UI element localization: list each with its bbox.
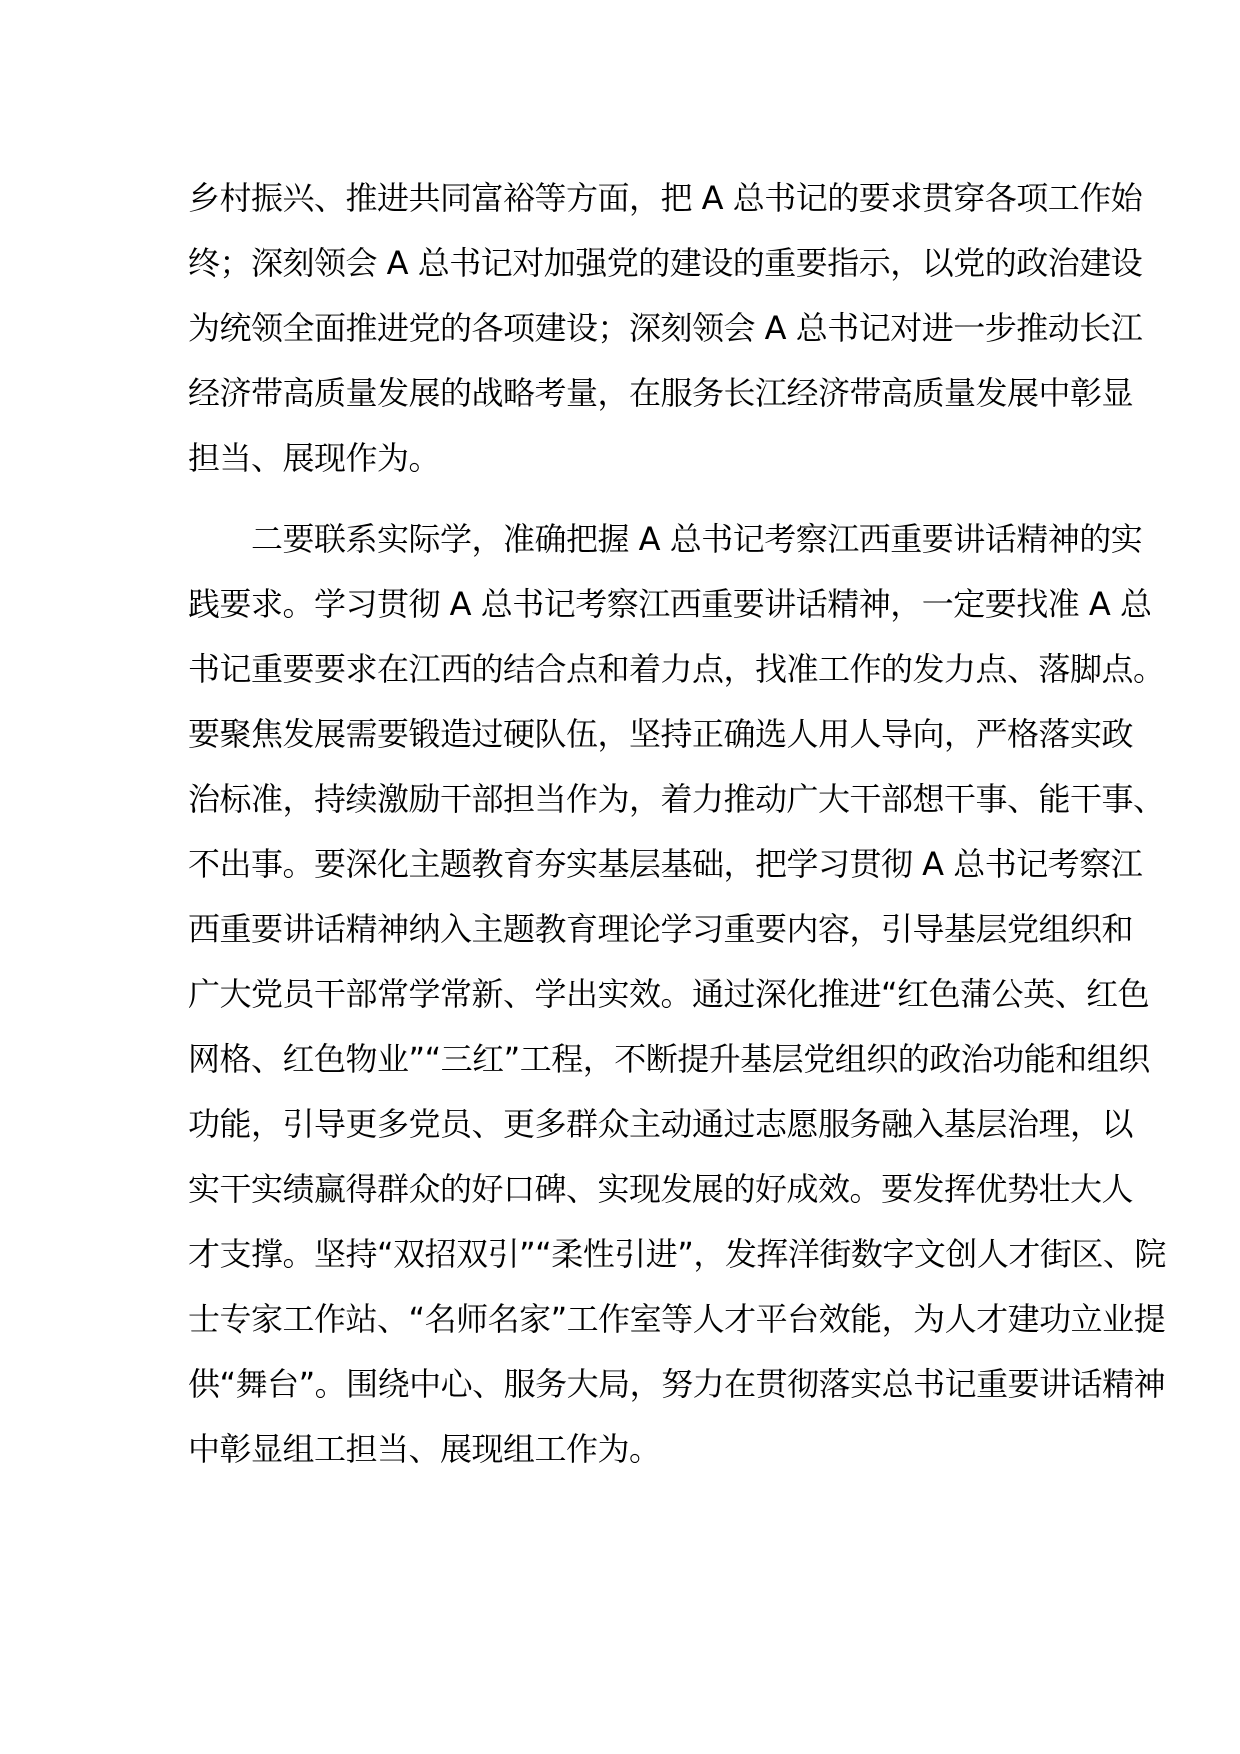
paragraph-line: 书记重要要求在江西的结合点和着力点，找准工作的发力点、落脚点。: [188, 650, 1165, 688]
paragraph-line: 践要求。学习贯彻 A 总书记考察江西重要讲话精神，一定要找准 A 总: [188, 585, 1152, 623]
paragraph-line: 才支撑。坚持“双招双引”“柔性引进”，发挥洋街数字文创人才街区、院: [188, 1235, 1166, 1273]
paragraph-line: 经济带高质量发展的战略考量，在服务长江经济带高质量发展中彰显: [188, 374, 1134, 412]
paragraph-line: 广大党员干部常学常新、学出实效。通过深化推进“红色蒲公英、红色: [188, 975, 1150, 1013]
paragraph-line: 不出事。要深化主题教育夯实基层基础，把学习贯彻 A 总书记考察江: [188, 845, 1143, 883]
paragraph-line: 担当、展现作为。: [188, 439, 441, 477]
paragraph-line: 供“舞台”。围绕中心、服务大局，努力在贯彻落实总书记重要讲话精神: [188, 1365, 1166, 1403]
paragraph-line: 士专家工作站、“名师名家”工作室等人才平台效能，为人才建功立业提: [188, 1300, 1166, 1338]
paragraph-line: 中彰显组工担当、展现组工作为。: [188, 1430, 661, 1468]
paragraph-line: 终；深刻领会 A 总书记对加强党的建设的重要指示，以党的政治建设: [188, 244, 1143, 282]
paragraph-2: [188, 507, 1166, 1482]
paragraph-line: 二要联系实际学，准确把握 A 总书记考察江西重要讲话精神的实: [188, 520, 1143, 558]
paragraph-1: [188, 166, 1143, 491]
paragraph-line: 乡村振兴、推进共同富裕等方面，把 A 总书记的要求贯穿各项工作始: [188, 179, 1143, 217]
paragraph-line: 实干实绩赢得群众的好口碑、实现发展的好成效。要发挥优势壮大人: [188, 1170, 1134, 1208]
paragraph-line: 功能，引导更多党员、更多群众主动通过志愿服务融入基层治理，以: [188, 1105, 1134, 1143]
paragraph-line: 要聚焦发展需要锻造过硬队伍，坚持正确选人用人导向，严格落实政: [188, 715, 1134, 753]
paragraph-line: 西重要讲话精神纳入主题教育理论学习重要内容，引导基层党组织和: [188, 910, 1134, 948]
paragraph-line: 网格、红色物业”“三红”工程，不断提升基层党组织的政治功能和组织: [188, 1040, 1150, 1078]
paragraph-line: 为统领全面推进党的各项建设；深刻领会 A 总书记对进一步推动长江: [188, 309, 1143, 347]
paragraph-line: 治标准，持续激励干部担当作为，着力推动广大干部想干事、能干事、: [188, 780, 1165, 818]
